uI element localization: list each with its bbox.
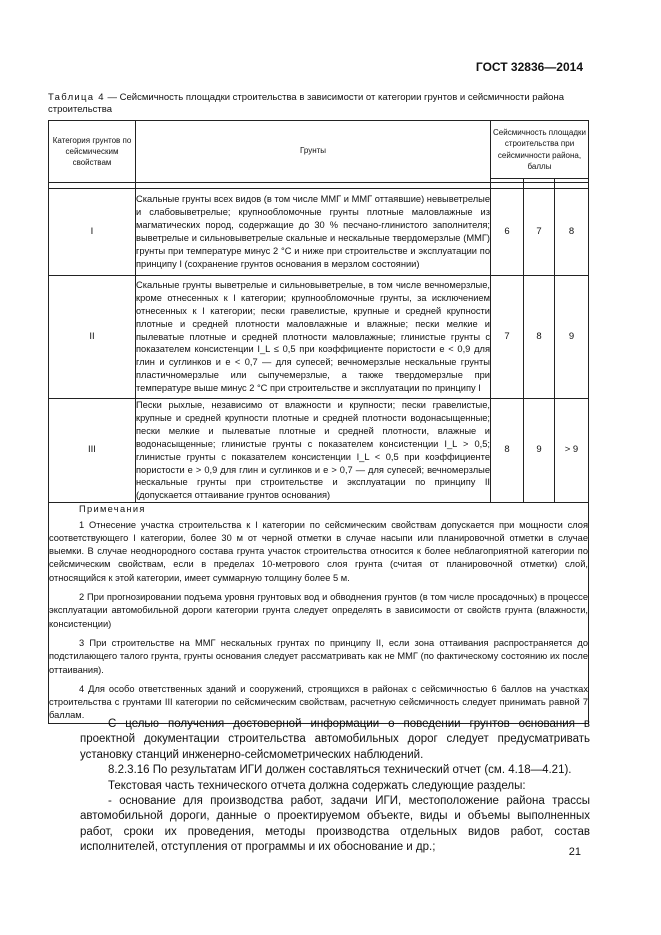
header-soils: Грунты — [136, 121, 491, 183]
row-score-8: 9 — [555, 276, 589, 399]
document-standard-code: ГОСТ 32836—2014 — [475, 60, 583, 74]
header-category: Категория грунтов по сейсмическим свойствам — [49, 121, 136, 183]
seismicity-table — [48, 120, 589, 724]
page-number: 21 — [568, 846, 581, 858]
note-2: 2 При прогнозировании подъема уровня грунтовых вод и обводнения грунтов (в том числе просадочных) в процессе эксплуатации автомобильной дороги категории грунта следует определять в зависимости от свойств грунта (влажности, консистенции) — [49, 592, 588, 629]
paragraph: - основание для производства работ, задачи ИГИ, местоположение района трассы автомобильной дороги, данные о проектируемом объекте, виды и объемы выполненных работ, сроки их проведения, методы производства отдельных видов работ, состав исполнителей, отступления от программы и их обоснование и др.; — [80, 795, 590, 854]
note-4: 4 Для особо ответственных зданий и сооружений, строящихся в районах с сейсмичностью 6 баллов на участках строительства с грунтами III категории по сейсмическим свойствам, расчетную сейсмичность следует принимать равной 7 баллам. — [49, 683, 588, 721]
table-notes — [49, 503, 589, 723]
row-score-8: > 9 — [555, 399, 589, 503]
row-category: III — [49, 399, 136, 503]
header-seismicity: Сейсмичность площадки строительства при сейсмичности района, баллы — [491, 121, 589, 179]
row-score-7: 8 — [524, 276, 555, 399]
note-3: 3 При строительстве на ММГ нескальных грунтах по принципу II, если зона оттаивания распространяется до подстилающего талого грунта, грунты основания следует рассматривать как не ММГ (по фактическому состоянию их после оттаивания). — [49, 637, 588, 675]
row-score-6: 7 — [491, 276, 524, 399]
row-score-8: 8 — [555, 189, 589, 276]
row-score-6: 6 — [491, 189, 524, 276]
note-1: 1 Отнесение участка строительства к I категории по сейсмическим свойствам допускается при мощности слоя соответствующего I категории, более 30 м от черной отметки в случае насыпи или планировочной отметки в случае выемки. В случае неоднородного состава грунта участок строительства относится к более неблагоприятной категории по сейсмическим свойствам, если в пределах 10-метрового слоя грунта (считая от планировочной отметки) слой, относящийся к этой категории, имеет суммарную толщину более 5 м. — [49, 519, 588, 583]
table-caption-label: Таблица 4 — [48, 92, 105, 103]
table-row — [49, 189, 589, 276]
row-description: Пески рыхлые, независимо от влажности и крупности; пески гравелистые, крупные и средней крупности плотные и средней плотности водонасыщенные; пески мелкие и пылеватые плотные и средней плотности, влажные и водонасыщенные; глинистые грунты с показателем консистенции I_L > 0,5; глинистые грунты с показателем консистенции I_L < 0,5 при коэффициенте пористости e > 0,9 для глин и суглинков и e > 0,7 — для супесей; вечномерзлые нескальные грунты при строительстве и эксплуатации по принципу II (допускается оттаивание грунтов основания) — [136, 399, 491, 503]
row-description: Скальные грунты всех видов (в том числе ММГ и ММГ оттаявшие) невыветрелые и слабовыветрелые; крупнообломочные грунты плотные маловлажные из магматических пород, содержащие до 30 % песчано-глинистого заполнителя; выветрелые и сильновыветрелые скальные и нескальные твердомерзлые (ММГ) грунты при температуре минус 2 °C и ниже при строительстве и эксплуатации по принципу I (сохранение грунтов основания в мерзлом состоянии) — [136, 189, 491, 276]
row-score-7: 7 — [524, 189, 555, 276]
table-caption-text: — Сейсмичность площадки строительства в зависимости от категории грунтов и сейсмичности района строительства — [48, 92, 564, 115]
table-row — [49, 276, 589, 399]
table-caption — [48, 92, 588, 116]
row-category: II — [49, 276, 136, 399]
row-category: I — [49, 189, 136, 276]
notes-title: Примечания — [79, 504, 146, 515]
paragraph: С целью получения достоверной информации о поведении грунтов основания в проектной документации строительства автомобильных дорог следует предусматривать установку станций инженерно-сейсмометрических наблюдений. — [80, 718, 590, 761]
body-text — [80, 717, 590, 856]
row-score-6: 8 — [491, 399, 524, 503]
table-row — [49, 399, 589, 503]
row-description: Скальные грунты выветрелые и сильновыветрелые, в том числе вечномерзлые, кроме отнесенных к I категории; крупнообломочные грунты, за исключением отнесенных к I категории; пески гравелистые, крупные и средней крупности плотные и средней плотности маловлажные и влажные; пески мелкие и пылеватые плотные и средней плотности маловлажные; глинистые грунты с показателем консистенции I_L ≤ 0,5 при коэффициенте пористости e < 0,9 для глин и суглинков и e < 0,7 — для супесей; вечномерзлые нескальные грунты пластичномерзлые или сыпучемерзлые, а также твердомерзлые при температуре выше минус 2 °C при строительстве и эксплуатации по принципу I — [136, 276, 491, 399]
paragraph: Текстовая часть технического отчета должна содержать следующие разделы: — [108, 779, 526, 792]
paragraph: 8.2.3.16 По результатам ИГИ должен составляться технический отчет (см. 4.18—4.21). — [108, 764, 572, 777]
row-score-7: 9 — [524, 399, 555, 503]
